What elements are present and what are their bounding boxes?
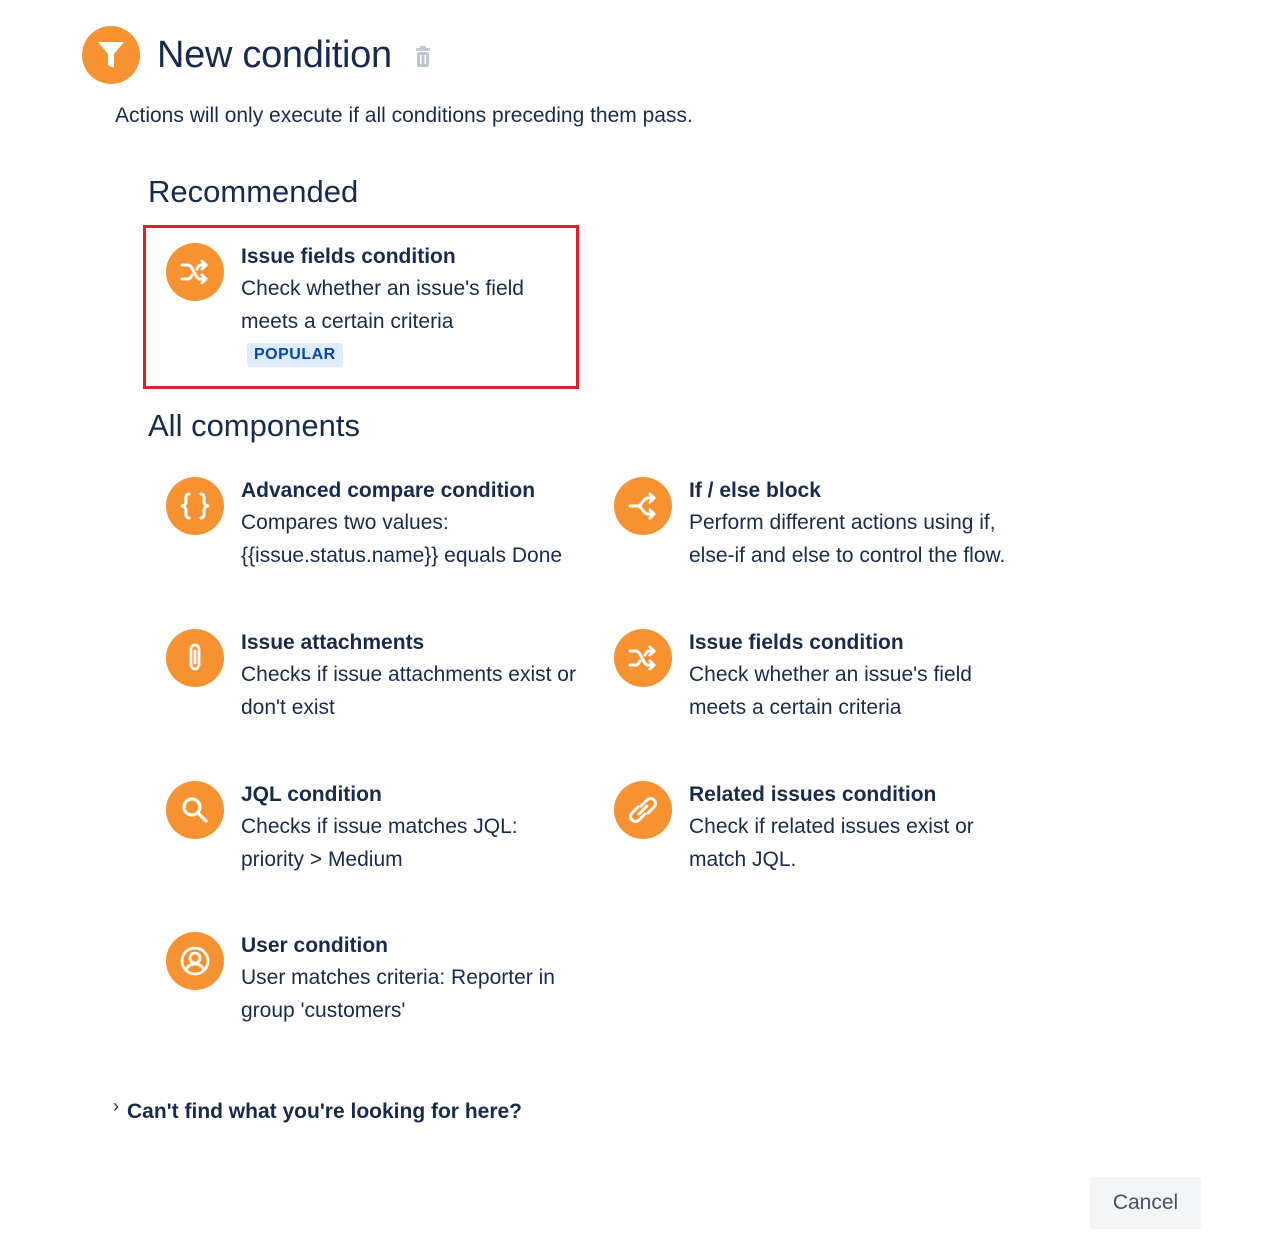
component-advanced-compare-condition[interactable] [166, 477, 581, 572]
braces-icon [166, 477, 224, 535]
card-title: Issue attachments [241, 631, 425, 654]
card-description: Check if related issues exist or match JQL. [689, 815, 974, 871]
search-icon [166, 781, 224, 839]
card-description: Perform different actions using if, else-if and else to control the flow. [689, 511, 1006, 567]
cant-find-expander[interactable] [113, 1096, 523, 1124]
card-title: Issue fields condition [241, 245, 456, 268]
page-title: New condition [157, 33, 392, 76]
card-title: If / else block [689, 479, 821, 502]
card-description: Compares two values: {{issue.status.name}} equals Done [241, 511, 563, 567]
header [82, 26, 432, 84]
component-jql-condition[interactable] [166, 781, 581, 876]
component-user-condition[interactable] [166, 932, 581, 1027]
recommended-heading: Recommended [148, 174, 359, 209]
expander-label: Can't find what you're looking for here? [127, 1100, 523, 1123]
card-title: JQL condition [241, 783, 382, 806]
recommended-item-issue-fields-condition[interactable] [166, 243, 581, 367]
all-components-heading: All components [148, 408, 360, 443]
shuffle-icon [614, 629, 672, 687]
card-title: Advanced compare condition [241, 479, 536, 502]
card-description: Checks if issue matches JQL: priority > Medium [241, 815, 518, 871]
component-issue-attachments[interactable] [166, 629, 581, 724]
cancel-button[interactable]: Cancel [1090, 1177, 1201, 1229]
component-if-else-block[interactable] [614, 477, 1034, 572]
chevron-right-icon: › [113, 1096, 119, 1116]
shuffle-icon [166, 243, 224, 301]
card-title: User condition [241, 934, 389, 957]
branch-icon [614, 477, 672, 535]
card-description: Check whether an issue's field meets a certain criteria [241, 277, 524, 333]
card-description: Checks if issue attachments exist or don't exist [241, 663, 576, 719]
component-issue-fields-condition[interactable] [614, 629, 1029, 724]
card-title: Related issues condition [689, 783, 937, 806]
popular-badge: POPULAR [247, 343, 343, 367]
filter-icon [82, 26, 140, 84]
component-related-issues-condition[interactable] [614, 781, 1029, 876]
paperclip-icon [166, 629, 224, 687]
user-icon [166, 932, 224, 990]
page-subtitle: Actions will only execute if all conditions preceding them pass. [115, 104, 693, 127]
card-description: User matches criteria: Reporter in group 'customers' [241, 966, 555, 1022]
link-icon [614, 781, 672, 839]
card-description: Check whether an issue's field meets a certain criteria [689, 663, 972, 719]
card-title: Issue fields condition [689, 631, 904, 654]
trash-icon[interactable] [414, 46, 432, 68]
